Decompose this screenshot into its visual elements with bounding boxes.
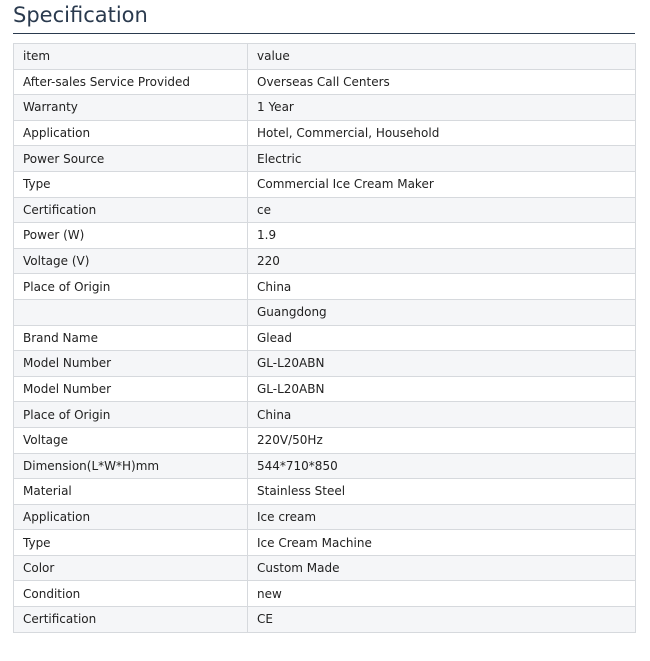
table-row [14, 530, 636, 556]
table-row [14, 427, 636, 453]
column-header-value: value [248, 44, 636, 70]
spec-value-cell: 544*710*850 [248, 453, 636, 479]
spec-item-cell: Voltage (V) [14, 248, 248, 274]
spec-item-cell: Warranty [14, 95, 248, 121]
spec-item-cell: Application [14, 120, 248, 146]
spec-value-cell: Hotel, Commercial, Household [248, 120, 636, 146]
spec-item-cell: Dimension(L*W*H)mm [14, 453, 248, 479]
spec-value-cell: Custom Made [248, 555, 636, 581]
table-row [14, 607, 636, 633]
spec-item-cell: Certification [14, 197, 248, 223]
spec-item-cell: Voltage [14, 427, 248, 453]
column-header-item: item [14, 44, 248, 70]
spec-value-cell: ce [248, 197, 636, 223]
table-row [14, 171, 636, 197]
table-row [14, 453, 636, 479]
spec-value-cell: 220V/50Hz [248, 427, 636, 453]
spec-item-cell: Model Number [14, 376, 248, 402]
spec-item-cell: Material [14, 479, 248, 505]
spec-item-cell [14, 299, 248, 325]
spec-item-cell: Power (W) [14, 223, 248, 249]
table-row [14, 95, 636, 121]
spec-value-cell: Glead [248, 325, 636, 351]
table-row [14, 504, 636, 530]
spec-value-cell: 1 Year [248, 95, 636, 121]
page-title: Specification [13, 3, 148, 27]
table-row [14, 376, 636, 402]
spec-item-cell: Type [14, 530, 248, 556]
spec-item-cell: Brand Name [14, 325, 248, 351]
spec-value-cell: China [248, 402, 636, 428]
spec-value-cell: Electric [248, 146, 636, 172]
table-row [14, 555, 636, 581]
spec-item-cell: Certification [14, 607, 248, 633]
spec-value-cell: CE [248, 607, 636, 633]
spec-value-cell: Stainless Steel [248, 479, 636, 505]
spec-item-cell: Type [14, 171, 248, 197]
table-row [14, 69, 636, 95]
spec-item-cell: After-sales Service Provided [14, 69, 248, 95]
table-row [14, 223, 636, 249]
spec-item-cell: Place of Origin [14, 402, 248, 428]
section-heading [13, 0, 635, 34]
spec-value-cell: new [248, 581, 636, 607]
table-row [14, 299, 636, 325]
spec-item-cell: Power Source [14, 146, 248, 172]
spec-value-cell: Overseas Call Centers [248, 69, 636, 95]
table-row [14, 274, 636, 300]
table-body [14, 44, 636, 633]
spec-item-cell: Color [14, 555, 248, 581]
table-row [14, 581, 636, 607]
table-row [14, 120, 636, 146]
spec-value-cell: Guangdong [248, 299, 636, 325]
table-row [14, 325, 636, 351]
spec-value-cell: China [248, 274, 636, 300]
table-header-row [14, 44, 636, 70]
spec-value-cell: GL-L20ABN [248, 376, 636, 402]
spec-value-cell: 1.9 [248, 223, 636, 249]
spec-value-cell: 220 [248, 248, 636, 274]
table-row [14, 351, 636, 377]
spec-item-cell: Place of Origin [14, 274, 248, 300]
table-row [14, 248, 636, 274]
spec-item-cell: Application [14, 504, 248, 530]
table-row [14, 402, 636, 428]
spec-value-cell: Commercial Ice Cream Maker [248, 171, 636, 197]
table-row [14, 146, 636, 172]
spec-item-cell: Model Number [14, 351, 248, 377]
specification-table [13, 43, 636, 633]
spec-value-cell: Ice cream [248, 504, 636, 530]
spec-item-cell: Condition [14, 581, 248, 607]
spec-value-cell: GL-L20ABN [248, 351, 636, 377]
spec-value-cell: Ice Cream Machine [248, 530, 636, 556]
table-row [14, 479, 636, 505]
table-row [14, 197, 636, 223]
